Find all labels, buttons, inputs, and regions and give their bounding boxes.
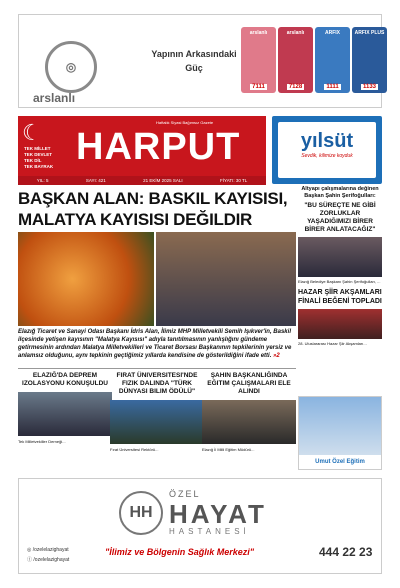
hospital-sub: HASTANESİ <box>169 527 250 536</box>
ad-slogan: Yapının Arkasındaki Güç <box>151 49 237 73</box>
hazar-caption: 28. Uluslararası Hazar Şiir Akşamları... <box>298 341 367 346</box>
apricot-photo <box>18 232 154 326</box>
hospital-phone[interactable]: 444 22 23 <box>319 545 373 559</box>
news-box-text: Elazığ İl Milli Eğitim Müdürü... <box>202 447 255 452</box>
right-photo <box>298 237 382 277</box>
divider <box>18 368 296 369</box>
news-box[interactable] <box>110 372 204 452</box>
arslanli-logo: ◎ <box>45 41 97 93</box>
masthead-motto: TEK MİLLET TEK DEVLET TEK DİL TEK BAYRAK <box>24 146 54 169</box>
hospital-advertisement[interactable] <box>18 478 382 574</box>
product-pack: arslanlı 7128 <box>278 27 313 93</box>
news-box-photo <box>110 400 204 444</box>
lead-paragraph: Elazığ Ticaret ve Sanayi Odası Başkanı İdris Alan, İlimiz MHP Milletvekili Semih Işıkver'in, Baskil ilçesinde yetişen kayısının "Malatya Kayısısı" adıyla tanıtılmasının yanlışlığını gündeme getirmesinin ardından Malatya Milletvekilleri ve Ticaret Borsası Başkanının tepkilerinin yersiz ve anlamsız olduğunu, aynı tepkinin geçtiğimiz yıllarda kendisine de gösterildiğini ifade etti. »2 <box>18 329 292 359</box>
news-box-photo <box>18 392 112 436</box>
news-box-photo <box>202 400 296 444</box>
product-pack: arslanlı 7111 <box>241 27 276 93</box>
news-box-text: Fırat Üniversitesi Rektörü... <box>110 447 159 452</box>
top-advertisement[interactable] <box>18 14 385 108</box>
yilsut-slogan: Sevdik, kilimize koyduk <box>301 153 353 159</box>
hospital-monogram: HH <box>119 491 163 535</box>
yilsut-ad[interactable] <box>272 116 382 184</box>
umut-label: Umut Özel Eğitim <box>299 455 381 469</box>
right-column <box>298 186 382 346</box>
ad-brand: arslanlı <box>33 91 76 105</box>
hospital-motto: "İlimiz ve Bölgenin Sağlık Merkezi" <box>105 547 255 557</box>
hero-images <box>18 232 296 326</box>
instagram-icon: ◎ <box>27 547 32 553</box>
crescent-icon: ☾ <box>22 120 42 145</box>
news-box-headline: ŞAHIN BAŞKANLIĞINDA EĞITIM ÇALIŞMALARI ELE ALINDI <box>207 372 291 395</box>
news-box[interactable] <box>18 372 112 444</box>
newspaper-title: HARPUT <box>76 126 241 168</box>
right-quote[interactable]: "BU SÜREÇTE NE GİBİ ZORLUKLAR YAŞADIĞIMIZI BİRER BİRER ANLATACAĞIZ" <box>304 202 376 233</box>
hazar-headline[interactable]: HAZAR ŞİİR AKŞAMLARI FİNALİ BEĞENİ TOPLADI <box>298 289 382 305</box>
news-box[interactable] <box>202 372 296 452</box>
masthead <box>18 116 266 176</box>
news-box-text: Tek Milletvekiller Derneği... <box>18 439 66 444</box>
news-box-headline: FIRAT ÜNIVERSITESI'NDE FIZIK DALINDA "TÜRK DÜNYASI BILIM ÖDÜLÜ" <box>116 372 198 395</box>
hazar-photo <box>298 309 382 339</box>
umut-ad[interactable] <box>298 396 382 470</box>
facebook-icon: ⓕ <box>27 557 33 563</box>
yilsut-logo: yılsüt <box>300 130 354 152</box>
right-caption: Elazığ Belediye Başkanı Şahin Şerifoğulları, ... <box>298 279 381 284</box>
product-pack: ARFIX PLUS 1133 <box>352 27 387 93</box>
hospital-prefix: ÖZEL <box>169 489 201 499</box>
product-packs <box>241 27 387 93</box>
main-headline[interactable]: BAŞKAN ALAN: BASKIL KAYISISI, MALATYA KAYISISI DEĞILDIR <box>18 189 288 229</box>
issue-meta: YIL: 5 SAYI: 421 21 EKİM 2025 SALI FİYATI: 30 TL <box>18 176 266 185</box>
official-photo <box>156 232 296 326</box>
masthead-tagline: Haftalık Siyasi Bağımsız Gazete <box>156 120 214 125</box>
news-box-headline: ELAZIĞ'DA DEPREM IZOLASYONU KONUŞULDU <box>22 372 108 387</box>
hospital-name: HAYAT <box>169 499 267 529</box>
right-intro: Altyapı çalışmalarına değinen Başkan Şahin Şerifoğulları: <box>301 186 379 199</box>
product-pack: ARFIX 1111 <box>315 27 350 93</box>
social-links: ◎ /ozelelazighayat ⓕ /ozelelazighayat <box>27 547 70 563</box>
